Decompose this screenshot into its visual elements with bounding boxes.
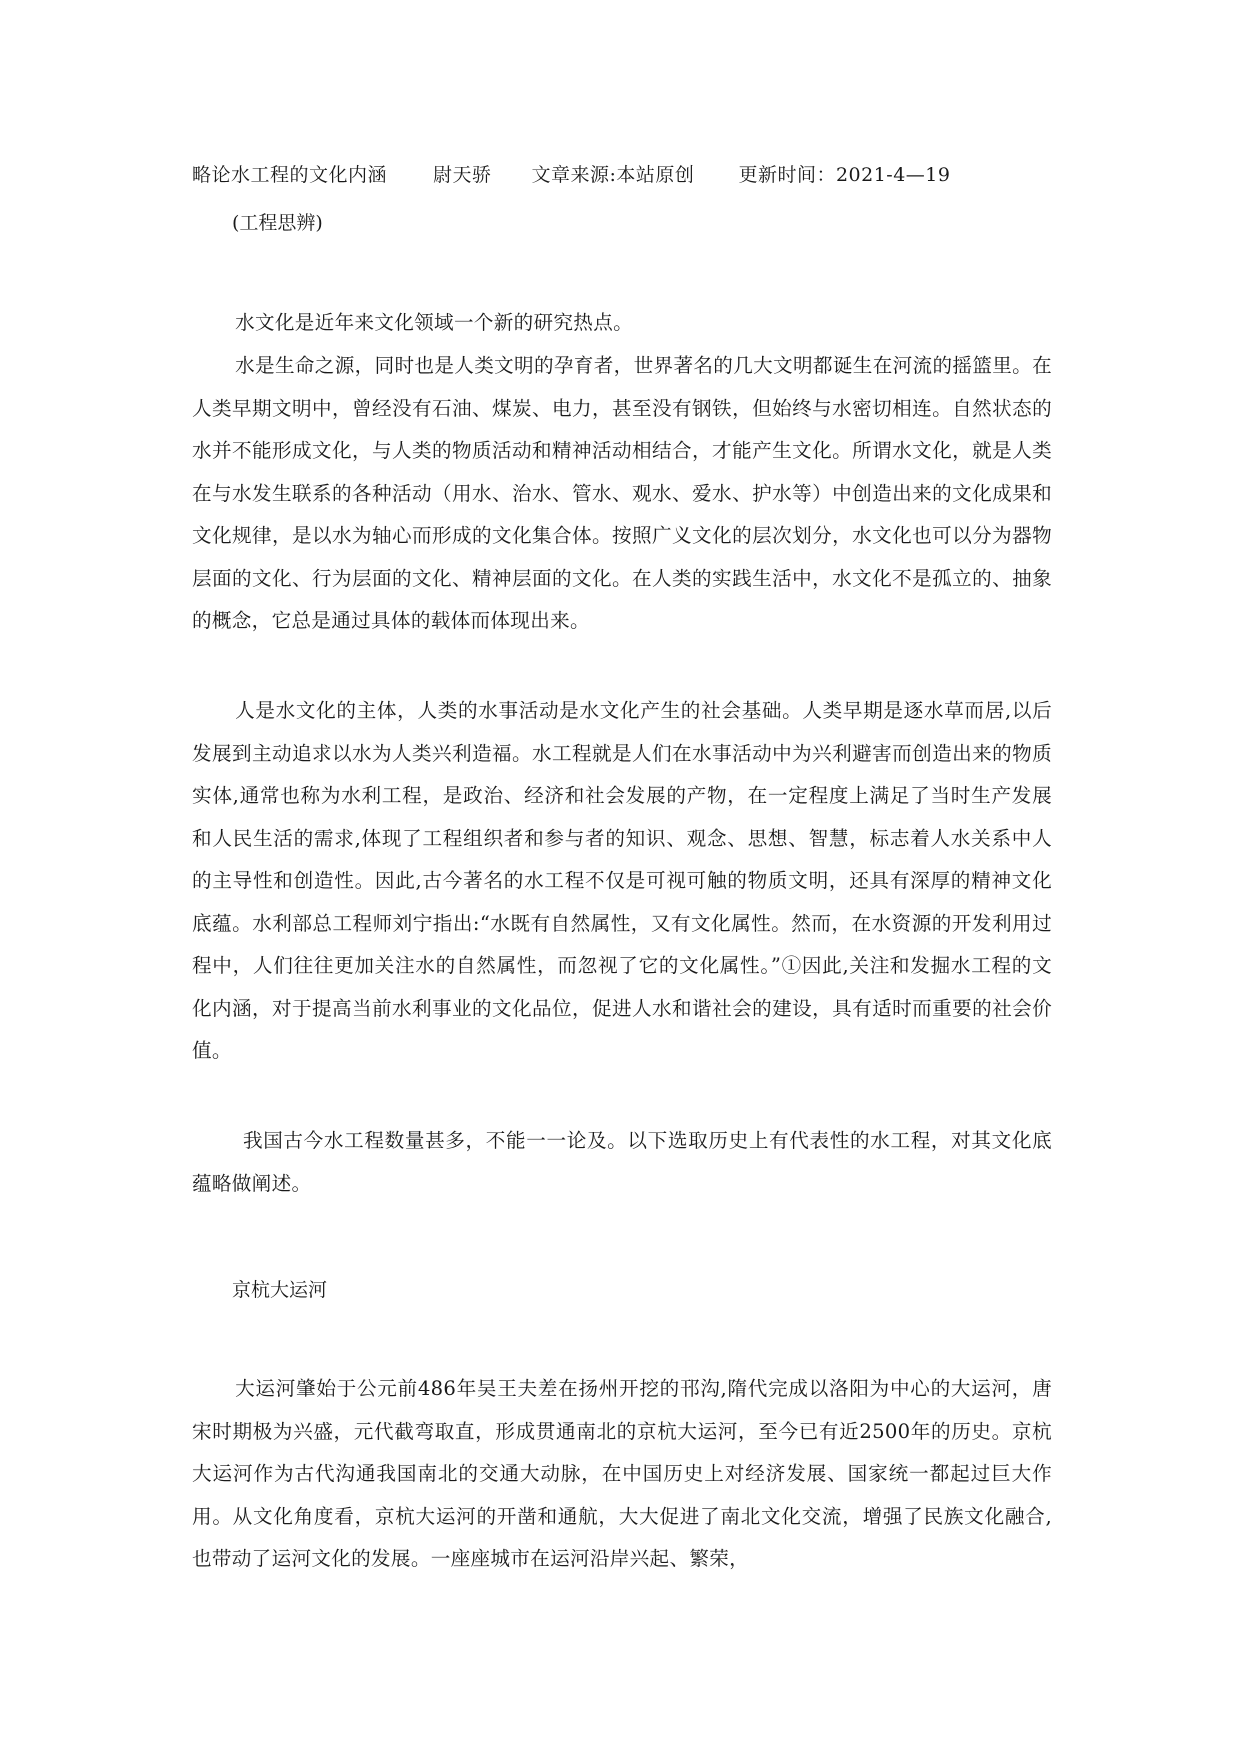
article-header — [192, 162, 1052, 188]
article-source: 文章来源:本站原创 — [531, 164, 695, 186]
article-title: 略论水工程的文化内涵 — [192, 164, 388, 186]
article-category-tag: (工程思辨) — [232, 212, 323, 234]
paragraph-water-culture: 水是生命之源，同时也是人类文明的孕育者，世界著名的几大文明都诞生在河流的摇篮里。在人类早期文明中，曾经没有石油、煤炭、电力，甚至没有钢铁，但始终与水密切相连。自然状态的水并不能形成文化，与人类的物质活动和精神活动相结合，才能产生文化。所谓水文化，就是人类在与水发生联系的各种活动（用水、治水、管水、观水、爱水、护水等）中创造出来的文化成果和文化规律，是以水为轴心而形成的文化集合体。按照广义文化的层次划分，水文化也可以分为器物层面的文化、行为层面的文化、精神层面的文化。在人类的实践生活中，水文化不是孤立的、抽象的概念，它总是通过具体的载体而体现出来。 — [192, 354, 1052, 632]
section-heading-grand-canal: 京杭大运河 — [232, 1279, 328, 1301]
paragraph-selection: 我国古今水工程数量甚多，不能一一论及。以下选取历史上有代表性的水工程，对其文化底蕴略做阐述。 — [192, 1129, 1052, 1195]
paragraph-water-engineering: 人是水文化的主体，人类的水事活动是水文化产生的社会基础。人类早期是逐水草而居,以后发展到主动追求以水为人类兴利造福。水工程就是人们在水事活动中为兴利避害而创造出来的物质实体,通常也称为水利工程，是政治、经济和社会发展的产物，在一定程度上满足了当时生产发展和人民生活的需求,体现了工程组织者和参与者的知识、观念、思想、智慧，标志着人水关系中人的主导性和创造性。因此,古今著名的水工程不仅是可视可触的物质文明，还具有深厚的精神文化底蕴。水利部总工程师刘宁指出:“水既有自然属性，又有文化属性。然而，在水资源的开发利用过程中，人们往往更加关注水的自然属性，而忽视了它的文化属性。”①因此,关注和发掘水工程的文化内涵，对于提高当前水利事业的文化品位，促进人水和谐社会的建设，具有适时而重要的社会价值。 — [192, 699, 1052, 1062]
article-update-time: 更新时间：2021-4—19 — [738, 164, 951, 186]
document-page — [192, 0, 1052, 1754]
article-author: 尉天骄 — [433, 164, 492, 186]
paragraph-intro: 水文化是近年来文化领域一个新的研究热点。 — [235, 311, 633, 334]
paragraph-grand-canal: 大运河肇始于公元前486年吴王夫差在扬州开挖的邗沟,隋代完成以洛阳为中心的大运河，唐宋时期极为兴盛，元代截弯取直，形成贯通南北的京杭大运河，至今已有近2500年的历史。京杭大运河作为古代沟通我国南北的交通大动脉，在中国历史上对经济发展、国家统一都起过巨大作用。从文化角度看，京杭大运河的开凿和通航，大大促进了南北文化交流，增强了民族文化融合,也带动了运河文化的发展。一座座城市在运河沿岸兴起、繁荣， — [192, 1377, 1052, 1570]
